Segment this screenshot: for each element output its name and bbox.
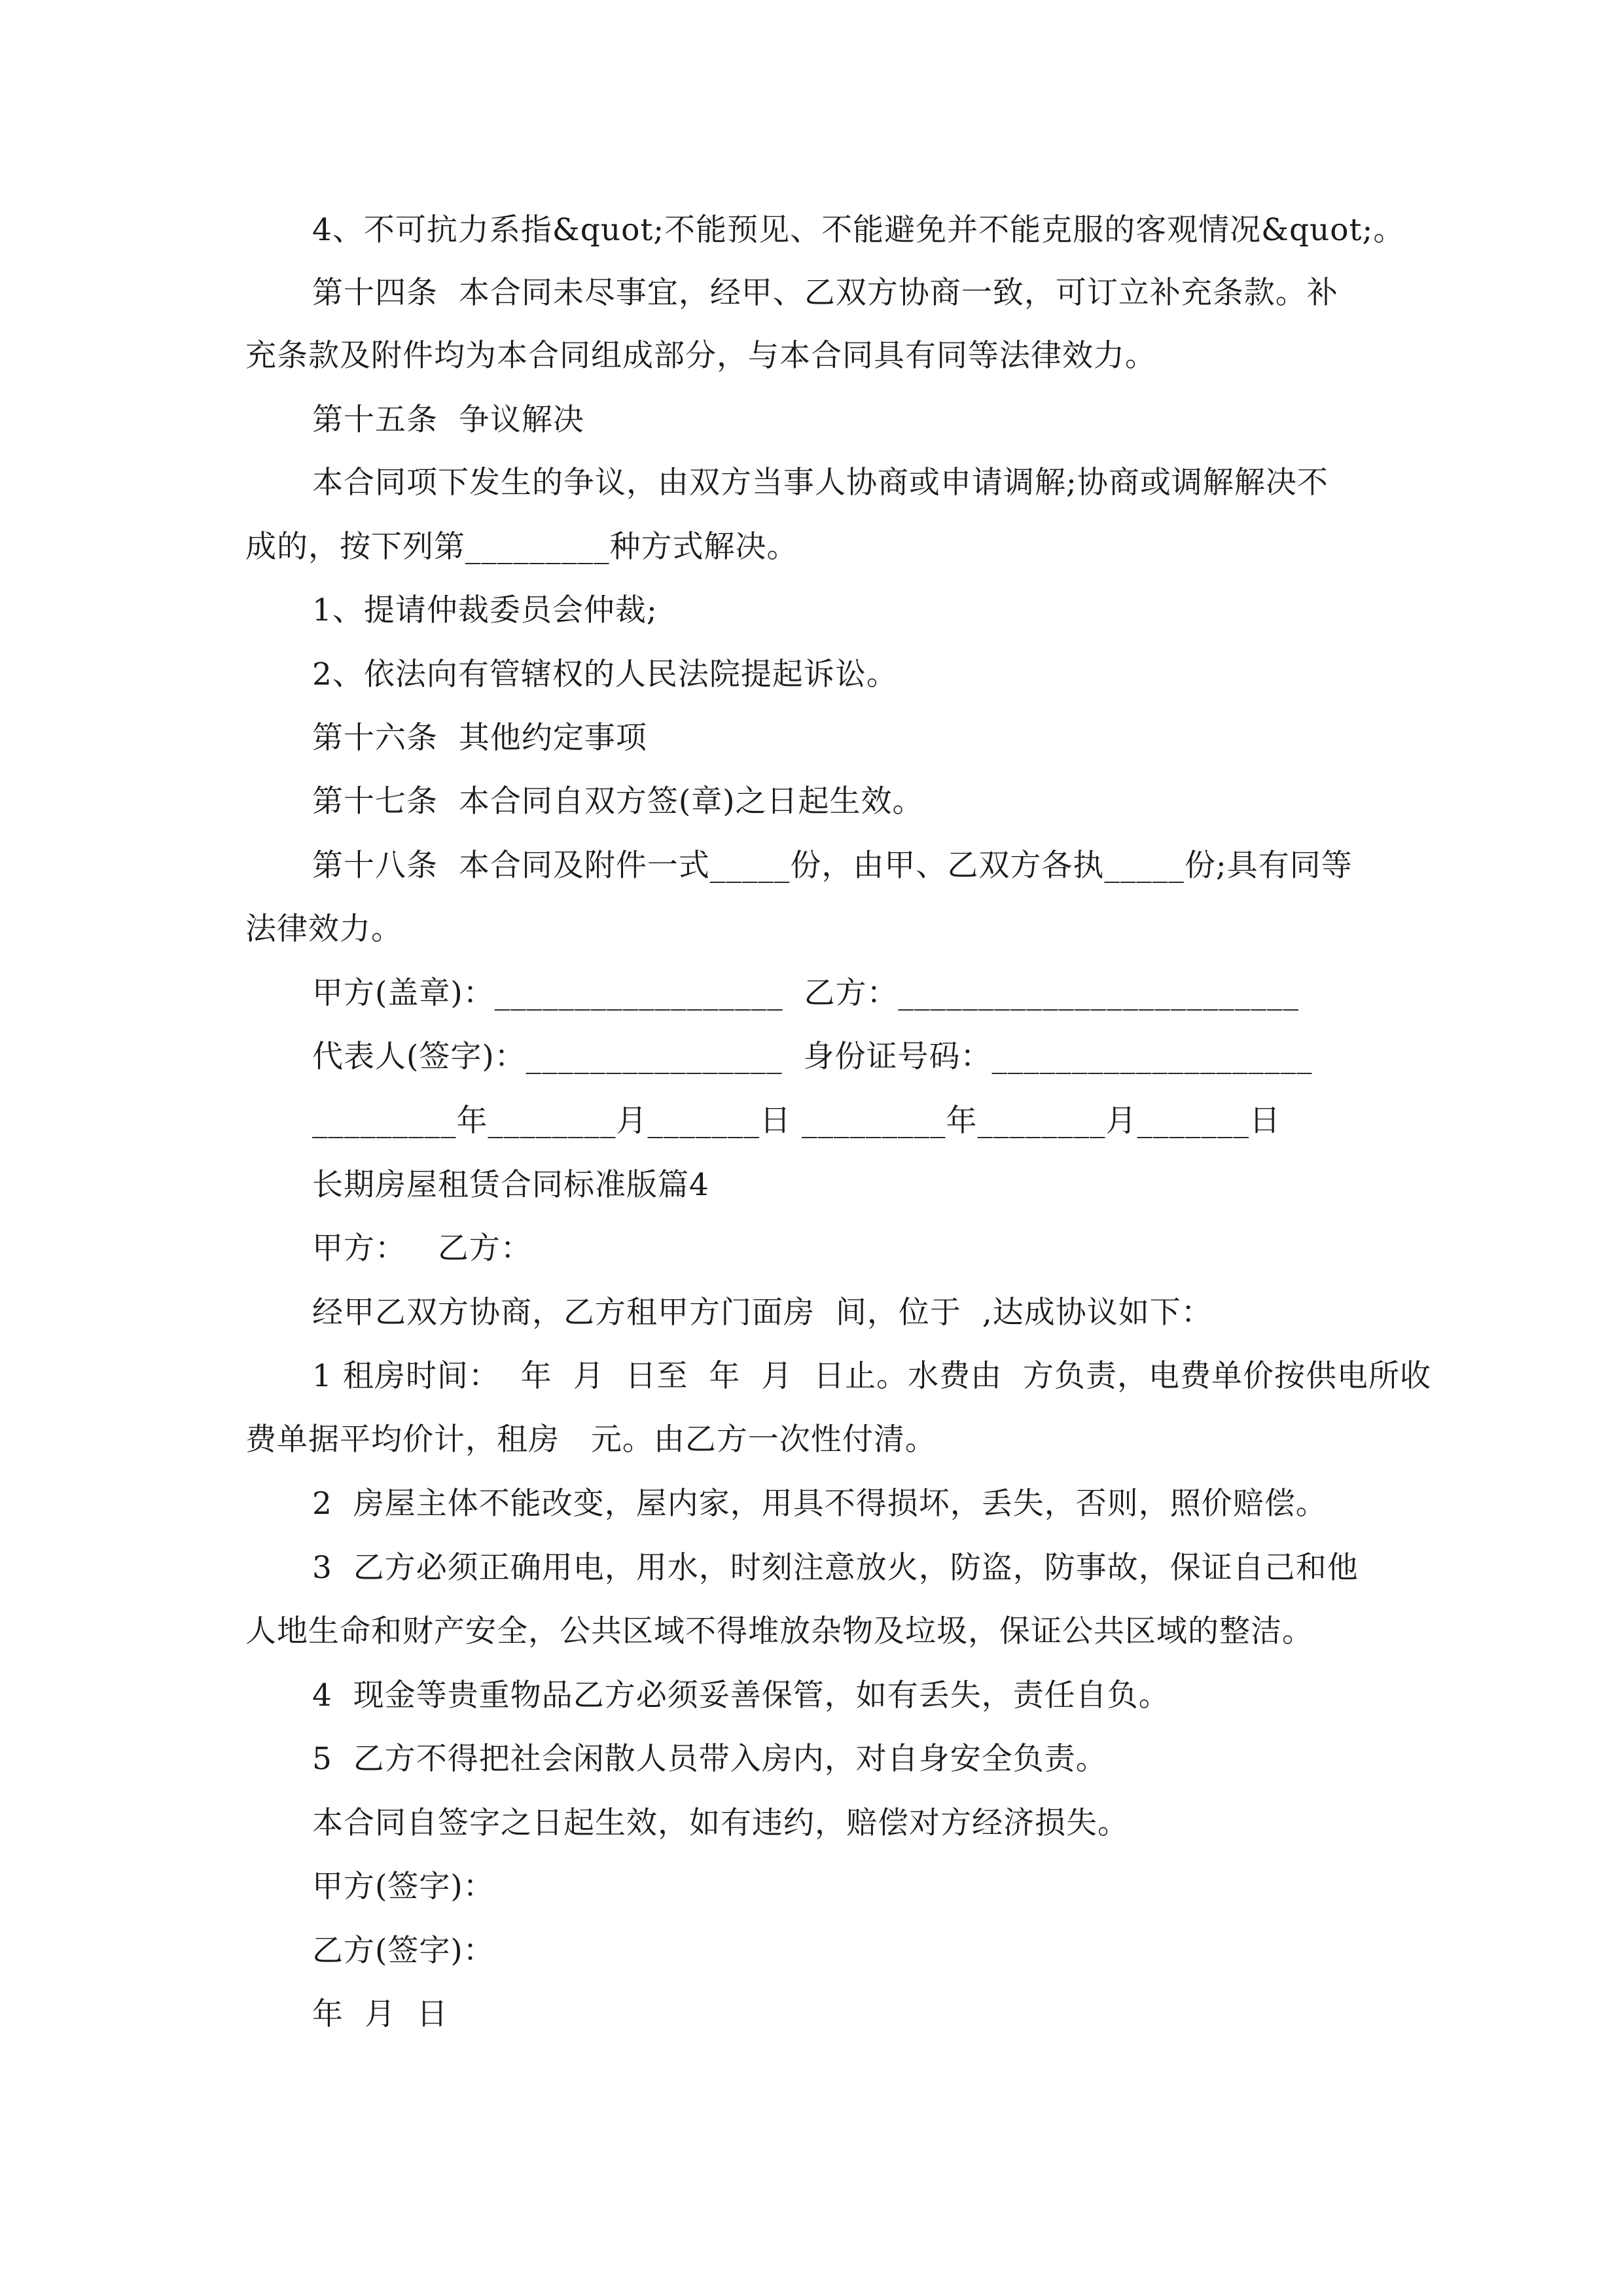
force-majeure-definition: 4、不可抗力系指&quot;不能预见、不能避免并不能克服的客观情况&quot;。: [312, 212, 1405, 248]
signature-date-line: _________年________月_______日 _________年________月_______日: [312, 1103, 1281, 1139]
article-14-line-2: 充条款及附件均为本合同组成部分，与本合同具有同等法律效力。: [245, 338, 1156, 374]
clause-2: 2 房屋主体不能改变，屋内家，用具不得损坏，丢失，否则，照价赔偿。: [312, 1486, 1327, 1522]
clause-3-line-2: 人地生命和财产安全，公共区域不得堆放杂物及垃圾，保证公共区域的整洁。: [245, 1613, 1313, 1649]
date-line: 年 月 日: [312, 1996, 448, 2032]
party-b-signature: 乙方(签字)：: [312, 1933, 495, 1969]
article-18-line-2: 法律效力。: [245, 911, 402, 947]
representative-id-line: 代表人(签字)：________________ 身份证号码：____________________: [312, 1039, 1313, 1075]
dispute-paragraph-line-1: 本合同项下发生的争议，由双方当事人协商或申请调解;协商或调解解决不: [312, 465, 1329, 501]
clause-4: 4 现金等贵重物品乙方必须妥善保管，如有丢失，责任自负。: [312, 1677, 1170, 1713]
article-14-line-1: 第十四条 本合同未尽事宜，经甲、乙双方协商一致，可订立补充条款。补: [312, 275, 1338, 311]
article-16-heading: 第十六条 其他约定事项: [312, 720, 647, 756]
dispute-paragraph-line-2: 成的，按下列第_________种方式解决。: [245, 529, 798, 565]
party-a-signature: 甲方(签字)：: [312, 1869, 495, 1905]
clause-1-line-1: 1 租房时间： 年 月 日至 年 月 日止。水费由 方负责，电费单价按供电所收: [312, 1358, 1432, 1394]
section-title: 长期房屋租赁合同标准版篇4: [312, 1167, 709, 1203]
article-15-heading: 第十五条 争议解决: [312, 402, 584, 438]
clause-5: 5 乙方不得把社会闲散人员带入房内，对自身安全负责。: [312, 1741, 1107, 1777]
clause-1-line-2: 费单据平均价计，租房 元。由乙方一次性付清。: [245, 1422, 936, 1458]
agreement-intro: 经甲乙双方协商，乙方租甲方门面房 间，位于 ,达成协议如下：: [312, 1295, 1213, 1331]
parties-line: 甲方： 乙方：: [312, 1230, 532, 1266]
party-a-seal-line: 甲方(盖章)：__________________ 乙方：_________________________: [312, 975, 1300, 1011]
dispute-option-1: 1、提请仲裁委员会仲裁;: [312, 592, 658, 628]
effectiveness-clause: 本合同自签字之日起生效，如有违约，赔偿对方经济损失。: [312, 1805, 1129, 1841]
clause-3-line-1: 3 乙方必须正确用电，用水，时刻注意放火，防盗，防事故，保证自己和他: [312, 1550, 1359, 1586]
dispute-option-2: 2、依法向有管辖权的人民法院提起诉讼。: [312, 656, 898, 692]
article-18-line-1: 第十八条 本合同及附件一式_____份，由甲、乙双方各执_____份;具有同等: [312, 848, 1353, 884]
article-17: 第十七条 本合同自双方签(章)之日起生效。: [312, 783, 924, 819]
